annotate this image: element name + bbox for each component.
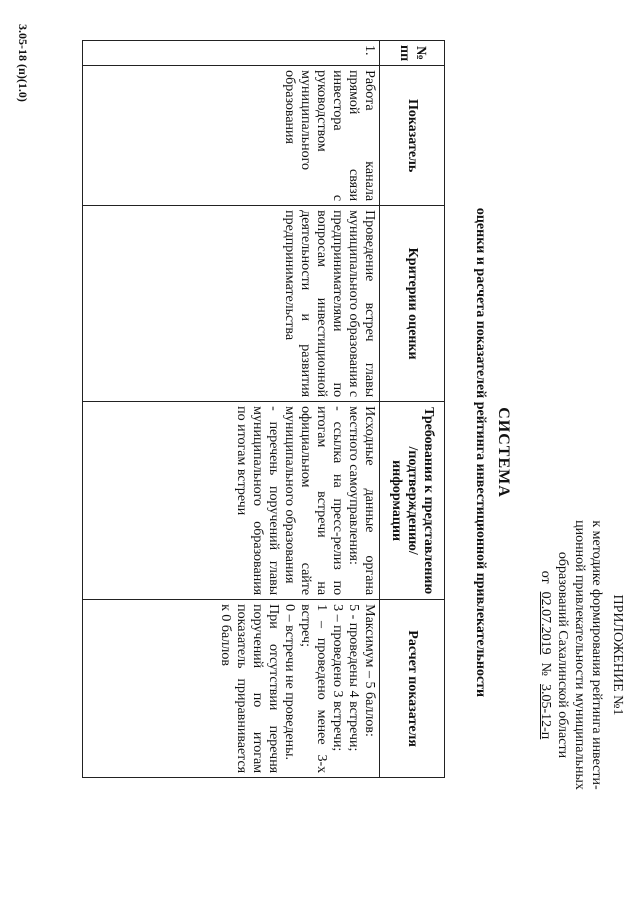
requirement-line: - перечень поручений главы муниципального образования по итогам встречи <box>234 406 281 596</box>
table-header-row <box>380 41 445 778</box>
row-num: 1. <box>83 41 380 66</box>
calculation-line: При отсутствии перечня поручений по итогам показатель приравнивается к 0 баллов <box>218 604 281 774</box>
row-requirements <box>83 402 380 600</box>
header-num: № пп <box>380 41 445 66</box>
appendix-line: к методике формирования рейтинга инвести- <box>589 520 604 790</box>
document-number: 3.05-12-п <box>538 683 553 740</box>
document-subtitle: оценки и расчета показателей рейтинга инвестиционной привлекательности <box>473 207 488 698</box>
appendix-line: образований Сахалинской области <box>555 551 570 759</box>
table-row <box>83 41 380 778</box>
calculation-line: 5 - проведены 4 встречи; <box>346 604 361 752</box>
row-calculation <box>83 600 380 778</box>
header-calculation: Расчет показателя <box>380 600 445 778</box>
header-indicator: Показатель <box>380 66 445 206</box>
row-criteria: Проведение встреч главы муниципального образования с предпринимателями по вопросам инвестиционной деятельности и развития предпринимательства <box>83 206 380 402</box>
appendix-title: ПРИЛОЖЕНИЕ №1 <box>610 594 625 716</box>
calculation-line: Максимум – 5 баллов: <box>362 604 377 737</box>
requirement-line: Исходные данные органа местного самоуправления: <box>346 406 377 596</box>
appendix-line: ционной привлекательности муниципальных <box>572 520 587 790</box>
document-heading <box>472 30 512 875</box>
appendix-header <box>537 465 626 845</box>
rating-table <box>82 40 445 778</box>
document-title: СИСТЕМА <box>495 407 512 498</box>
number-prefix: № <box>538 662 553 676</box>
document-date: 02.07.2019 <box>538 591 553 655</box>
document-code: 3.05-18 (п)(1.0) <box>16 24 30 102</box>
requirement-line: - ссылка на пресс-релиз по итогам встречи на официальном сайте муниципального образования <box>282 406 345 596</box>
date-number-line <box>537 465 554 845</box>
date-prefix: от <box>538 570 553 584</box>
calculation-line: 0 – встречи не проведены. <box>282 604 297 761</box>
header-criteria: Критерии оценки <box>380 206 445 402</box>
row-indicator: Работа канала прямой связи инвестора с руководством муниципального образования <box>83 66 380 206</box>
calculation-line: 3 – проведено 3 встречи; <box>330 604 345 752</box>
calculation-line: 1 – проведено менее 3-х встреч; <box>298 604 329 774</box>
header-requirements: Требования к представлению /подтверждению/ информации <box>380 402 445 600</box>
